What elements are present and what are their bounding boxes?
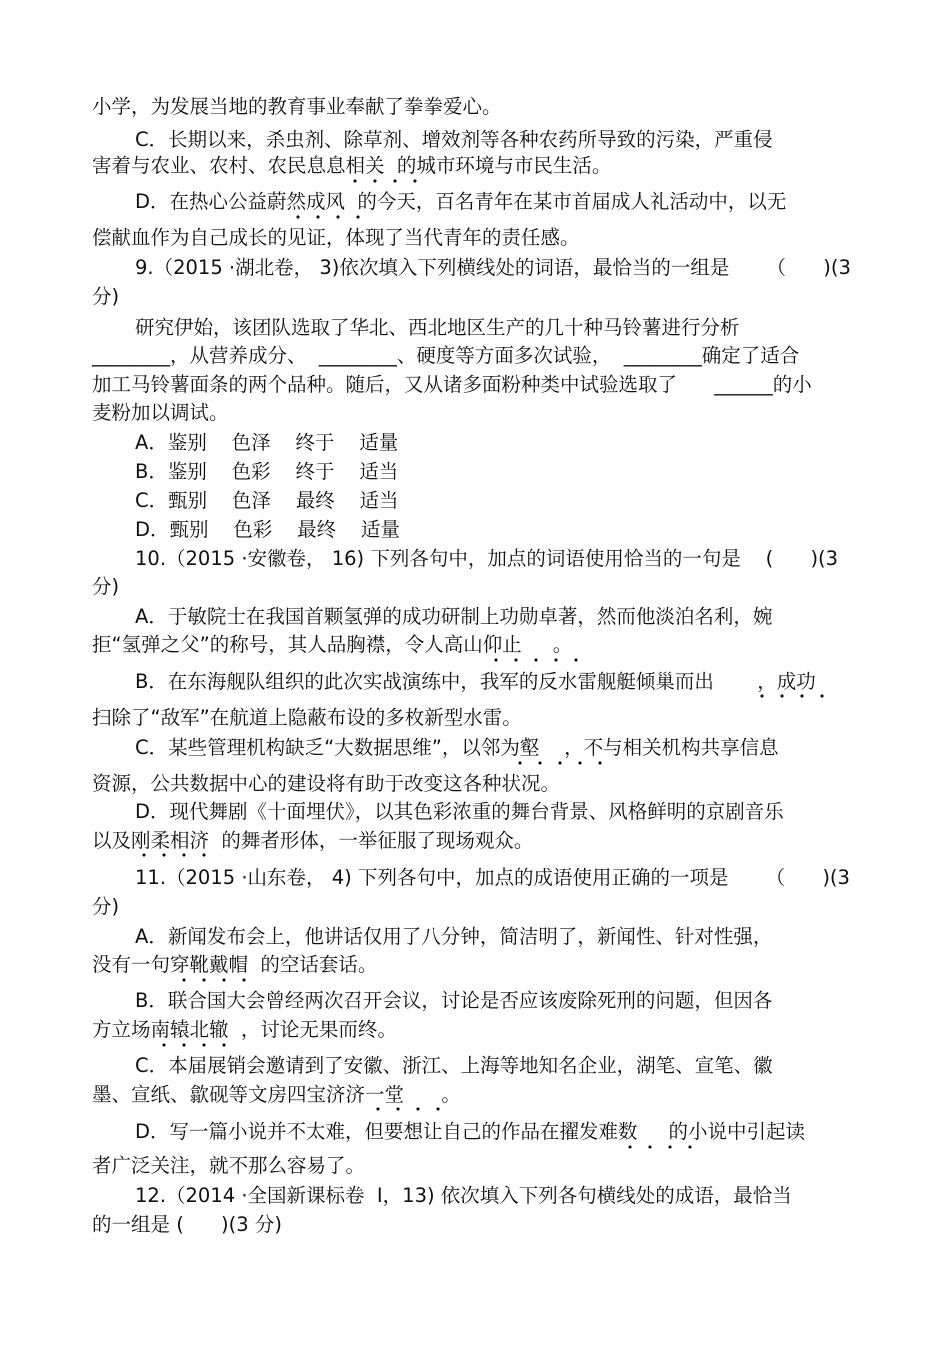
emphasis-dots (482, 657, 582, 663)
text-line: 墨、宣纸、歙砚等文房四宝济济一堂 。 (92, 1083, 461, 1106)
text-line: 以及刚柔相济 的舞者形体，一举征服了现场观众。 (92, 829, 534, 852)
text-line: 的一组是 ( )(3 分) (92, 1213, 282, 1236)
emphasis-dots (364, 1106, 444, 1112)
emphasis-dots (150, 1042, 230, 1048)
text-line: 方立场南辕北辙 ，讨论无果而终。 (92, 1018, 397, 1041)
text-line: 害着与农业、农村、农民息息相关 的城市环境与市民生活。 (92, 154, 612, 177)
question-11-title: 11.（2015 ·山东卷， 4) 下列各句中，加点的成语使用正确的一项是 （ )(3 (135, 866, 850, 889)
option-c-line: C．某些管理机构缺乏“大数据思维”，以邻为壑 ，不与相关机构共享信息 (135, 736, 779, 759)
option-d-line: D．在热心公益蔚然成风 的今天，百名青年在某市首届成人礼活动中，以无 (135, 190, 787, 213)
option-c-line: C．本届展销会邀请到了安徽、浙江、上海等地知名企业，湖笔、宣笔、徽 (135, 1054, 773, 1077)
emphasis-dots (748, 693, 828, 699)
text-line: 分) (92, 895, 120, 918)
text-line: 资源，公共数据中心的建设将有助于改变这各种状况。 (92, 772, 561, 795)
option-b-line: B．鉴别 色彩 终于 适当 (135, 460, 399, 483)
emphasis-dots (616, 1144, 696, 1150)
text-line: 没有一句穿靴戴帽 的空话套话。 (92, 953, 378, 976)
text-line: ________，从营养成分、 ________、硬度等方面多次试验， ________确定了适合 (92, 344, 800, 367)
text-line: 分) (92, 285, 120, 308)
emphasis-dots (130, 852, 210, 858)
option-c-line: C．长期以来，杀虫剂、除草剂、增效剂等各种农药所导致的污染，严重侵 (135, 128, 773, 151)
option-b-line: B．在东海舰队组织的此次实战演练中，我军的反水雷舰艇倾巢而出 ，成功 (135, 670, 816, 693)
text-line: 者广泛关注，就不那么容易了。 (92, 1154, 366, 1177)
text-line: 扫除了“敌军”在航道上隐蔽布设的多枚新型水雷。 (92, 706, 522, 729)
question-9-passage: 研究伊始，该团队选取了华北、西北地区生产的几十种马铃薯进行分析 (135, 316, 740, 339)
question-10-title: 10.（2015 ·安徽卷， 16) 下列各句中，加点的词语使用恰当的一句是 ( )(3 (135, 547, 839, 570)
option-a-line: A．于敏院士在我国首颗氢弹的成功研制上功勋卓著，然而他淡泊名利，婉 (135, 605, 773, 628)
text-line: 麦粉加以调试。 (92, 401, 229, 424)
emphasis-dots (341, 178, 421, 184)
emphasis-dots (506, 760, 606, 766)
option-a-line: A．鉴别 色泽 终于 适量 (135, 431, 399, 454)
option-a-line: A．新闻发布会上，他讲话仅用了八分钟，简洁明了，新闻性、针对性强， (135, 925, 773, 948)
text-line: 小学，为发展当地的教育事业奉献了拳拳爱心。 (92, 95, 502, 118)
option-d-line: D．写一篇小说并不太难，但要想让自己的作品在擢发难数 的小说中引起读 (135, 1120, 806, 1143)
emphasis-dots (284, 214, 364, 220)
emphasis-dots (170, 977, 250, 983)
option-c-line: C．甄别 色泽 最终 适当 (135, 489, 399, 512)
text-line: 偿献血作为自己成长的见证，体现了当代青年的责任感。 (92, 226, 580, 249)
question-9-title: 9.（2015 ·湖北卷， 3)依次填入下列横线处的词语，最恰当的一组是 （ )(3 (135, 256, 851, 279)
option-b-line: B．联合国大会曾经两次召开会议，讨论是否应该废除死刑的问题，但因各 (135, 989, 773, 1012)
text-line: 分) (92, 575, 120, 598)
text-line: 加工马铃薯面条的两个品种。随后，又从诸多面粉种类中试验选取了 ______的小 (92, 373, 812, 396)
option-d-line: D．现代舞剧《十面埋伏》，以其色彩浓重的舞台背景、风格鲜明的京剧音乐 (135, 800, 784, 823)
question-12-title: 12.（2014 ·全国新课标卷 Ⅰ，13) 依次填入下列各句横线处的成语，最恰当 (135, 1184, 792, 1207)
option-d-line: D．甄别 色彩 最终 适量 (135, 518, 400, 541)
text-line: 拒“氢弹之父”的称号，其人品胸襟，令人高山仰止 。 (92, 633, 573, 656)
